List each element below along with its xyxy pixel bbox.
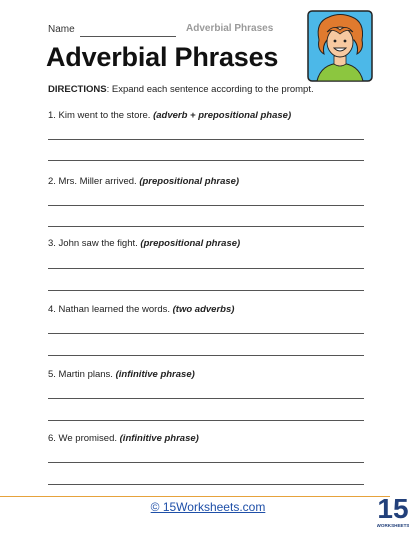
answer-line[interactable]	[48, 205, 364, 206]
question-hint: (adverb + prepositional phase)	[153, 110, 292, 121]
answer-line[interactable]	[48, 398, 364, 399]
question-text: 5. Martin plans.	[48, 369, 116, 380]
answer-line[interactable]	[48, 290, 364, 291]
question-6	[48, 433, 199, 444]
answer-line[interactable]	[48, 333, 364, 334]
answer-line[interactable]	[48, 462, 364, 463]
question-hint: (infinitive phrase)	[115, 369, 195, 380]
question-3	[48, 238, 240, 249]
question-text: 1. Kim went to the store.	[48, 110, 154, 121]
directions-text: : Expand each sentence according to the prompt.	[106, 84, 314, 95]
question-1	[48, 110, 291, 121]
name-line[interactable]	[80, 36, 176, 37]
answer-line[interactable]	[48, 420, 364, 421]
page-title: Adverbial Phrases	[46, 42, 279, 72]
girl-avatar-icon	[307, 10, 373, 82]
question-5	[48, 369, 195, 380]
question-hint: (infinitive phrase)	[119, 433, 199, 444]
question-4	[48, 304, 234, 315]
logo-icon	[377, 488, 409, 530]
footer-divider	[0, 496, 390, 497]
answer-line[interactable]	[48, 226, 364, 227]
question-text: 4. Nathan learned the words.	[48, 304, 173, 315]
worksheet-subtitle: Adverbial Phrases	[186, 23, 274, 34]
question-text: 6. We promised.	[48, 433, 120, 444]
answer-line[interactable]	[48, 268, 364, 269]
question-hint: (two adverbs)	[172, 304, 235, 315]
question-hint: (prepositional phrase)	[140, 238, 241, 249]
answer-line[interactable]	[48, 484, 364, 485]
answer-line[interactable]	[48, 139, 364, 140]
answer-line[interactable]	[48, 160, 364, 161]
question-text: 2. Mrs. Miller arrived.	[48, 176, 140, 187]
footer-link[interactable]	[0, 500, 416, 514]
question-text: 3. John saw the fight.	[48, 238, 141, 249]
directions	[48, 84, 314, 95]
worksheets-logo	[377, 488, 409, 530]
question-2	[48, 176, 239, 187]
directions-label: DIRECTIONS	[48, 84, 107, 95]
logo-word: WORKSHEETS	[377, 523, 409, 528]
footer-link-text[interactable]: © 15Worksheets.com	[150, 500, 266, 514]
logo-number: 15	[377, 493, 409, 524]
answer-line[interactable]	[48, 355, 364, 356]
question-hint: (prepositional phrase)	[139, 176, 240, 187]
name-label: Name	[48, 24, 75, 35]
